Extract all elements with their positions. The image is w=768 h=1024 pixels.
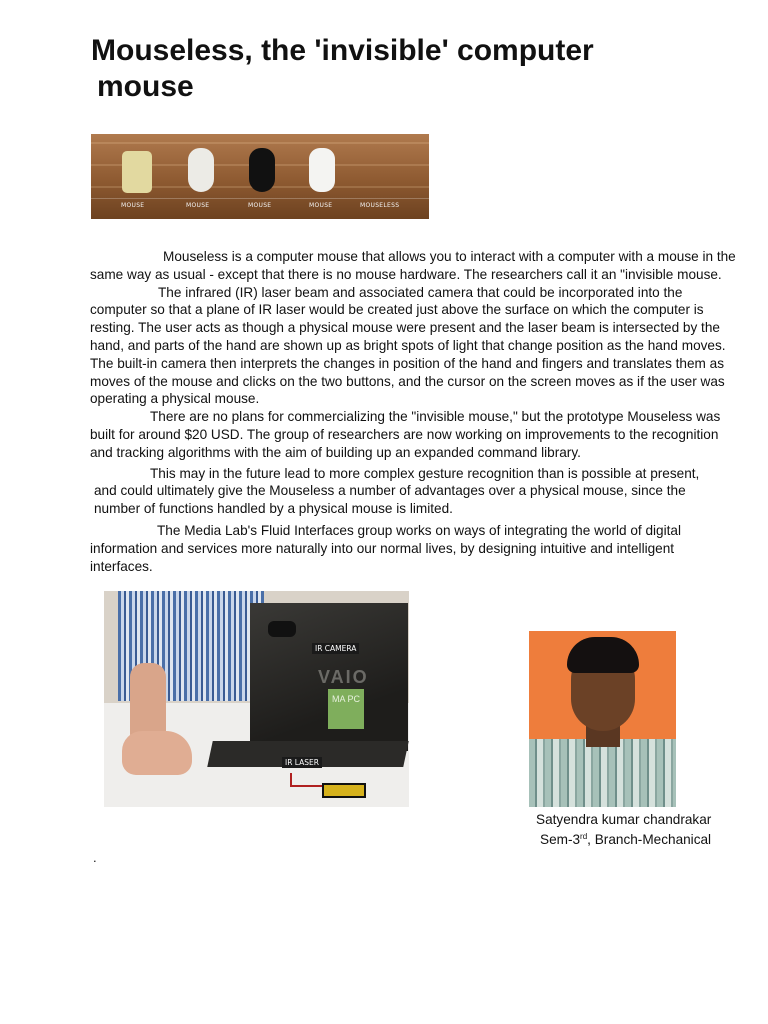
ir-laser-label: IR LASER [282,757,322,768]
white-mouse-image [188,148,214,192]
author-name: Satyendra kumar chandrakar [536,812,712,827]
paragraph-media-lab: The Media Lab's Fluid Interfaces group works on ways of integrating the world of digital information and services more naturally into our normal lives, by designing intuitive and intelligent interfaces. [90,522,681,574]
paragraph-future [90,465,738,518]
hand-image [122,731,192,775]
author-photo [529,631,676,807]
battery-icon [322,783,366,798]
author-caption [536,810,756,850]
article-body [90,248,738,575]
banner-label: MOUSE [121,202,145,209]
future-line-3: number of functions handled by a physical mouse is limited. [94,501,453,517]
page-title [91,33,711,105]
paragraph-how-it-works: The infrared (IR) laser beam and associated camera that could be incorporated into the computer so that a plane of IR laser would be created just above the surface on which the computer is resting. The user acts as though a physical mouse were present and the laser beam is intersected by the hand, and parts of the hand are shown up as bright spots of light that change position as the hand moves. The built-in camera then interprets the changes in position of the hand and fingers and translates them as moves of the mouse and clicks on the two buttons, and the cursor on the screen moves as if the user was operating a physical mouse. [90,284,726,407]
vintage-mouse-image [122,151,152,193]
title-line-2: mouse [97,70,194,103]
laptop-sticker: MA PC [328,689,364,729]
mouse-comparison-image [91,134,429,219]
banner-label: MOUSE [248,202,272,209]
paragraph-commercialization: There are no plans for commercializing the "invisible mouse," but the prototype Mouseless was built for around $20 USD. The group of researchers are now working on improvements to the recognition and tracking algorithms with the aim of building up an expanded command library. [90,409,721,460]
title-line-1: Mouseless, the 'invisible' computer [91,34,594,67]
banner-label: MOUSE [186,202,210,209]
camera-icon [268,621,296,637]
future-line-1: This may in the future lead to more complex gesture recognition than is possible at present, [150,465,700,481]
author-details: Sem-3rd, Branch-Mechanical [540,832,712,847]
future-line-2: and could ultimately give the Mouseless a number of advantages over a physical mouse, since the [94,483,686,499]
paragraph-intro: Mouseless is a computer mouse that allows you to interact with a computer with a mouse in the same way as usual - except that there is no mouse hardware. The researchers call it an "invisible mouse. [90,249,736,282]
banner-label: MOUSELESS [360,202,400,209]
laptop-logo: VAIO [318,667,369,687]
magic-mouse-image [309,148,335,192]
mouseless-demo-photo [104,591,409,807]
ir-camera-label: IR CAMERA [312,643,359,654]
stray-dot: . [93,850,97,865]
black-mouse-image [249,148,275,192]
banner-label: MOUSE [309,202,333,209]
